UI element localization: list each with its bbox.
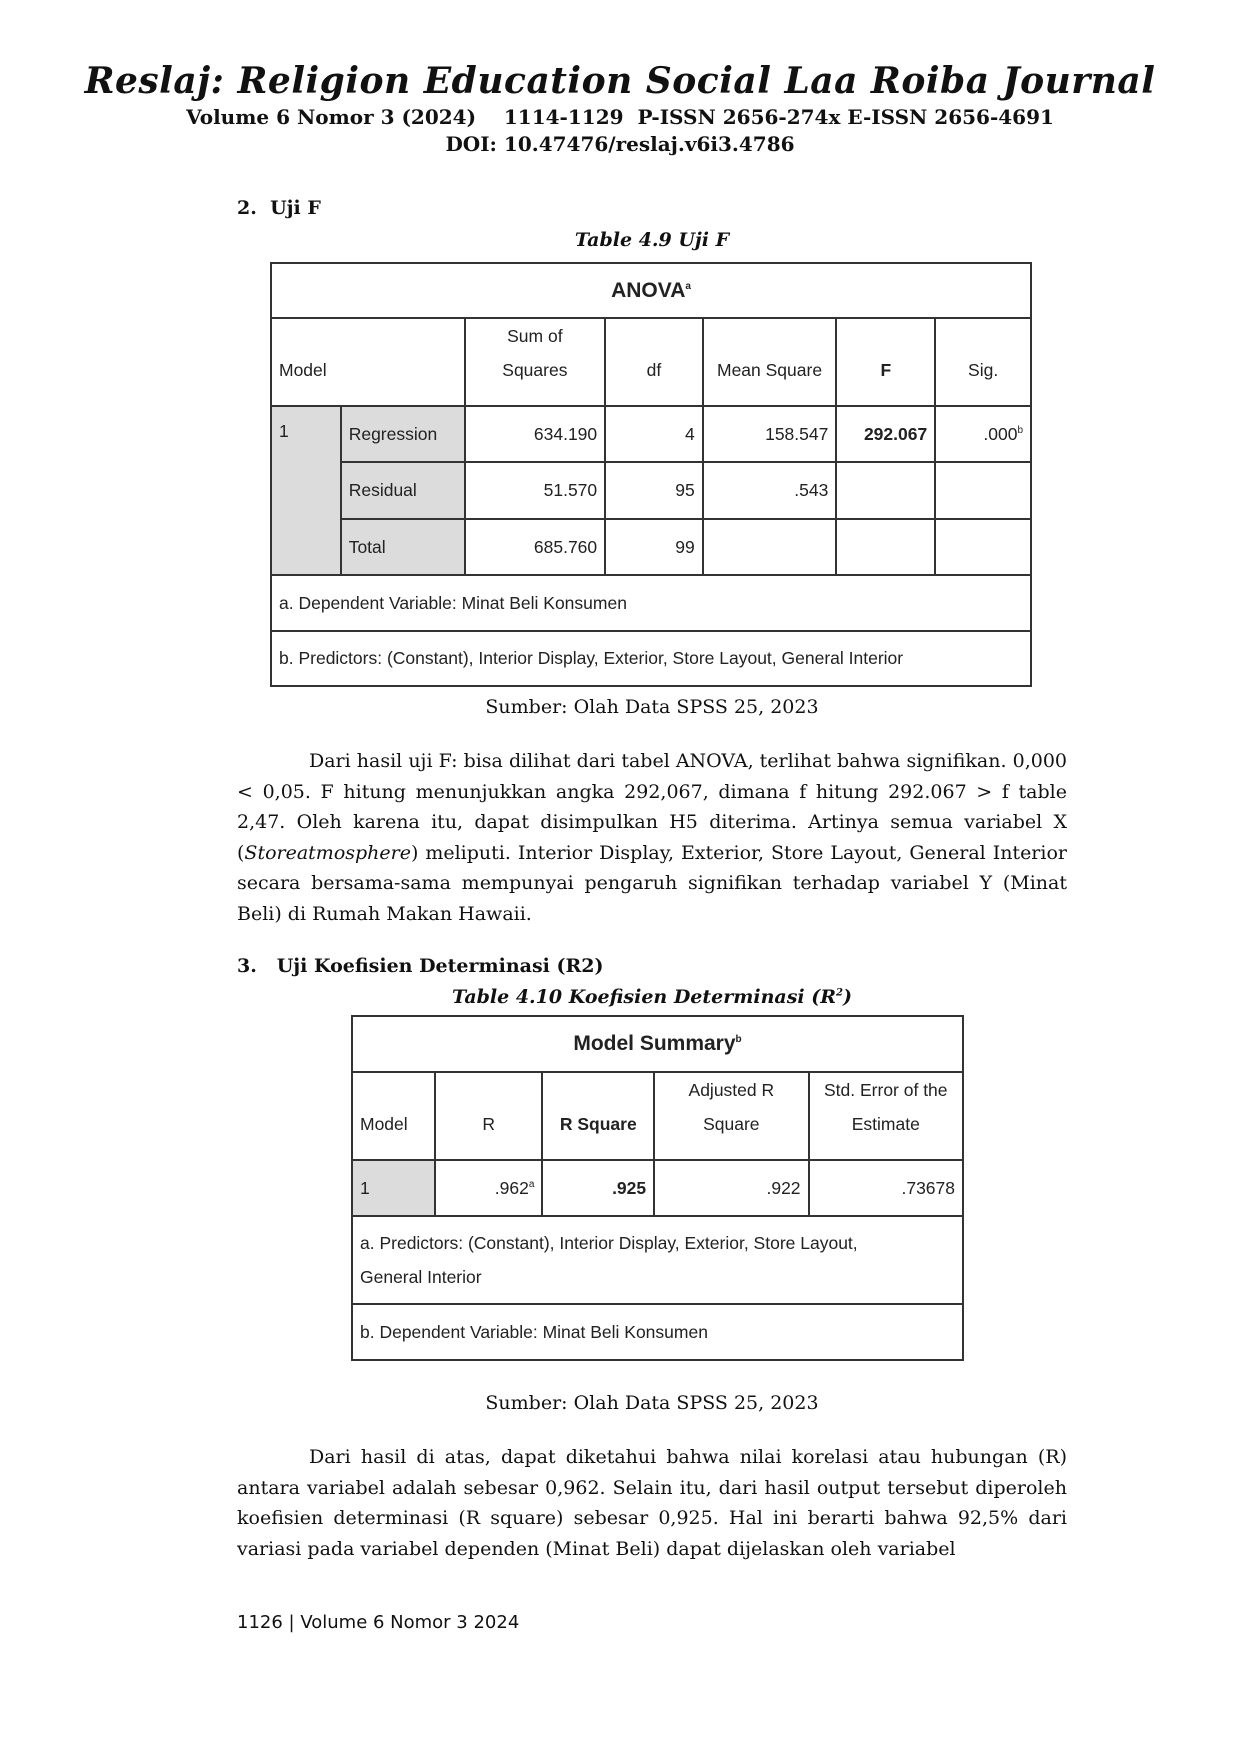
journal-meta: Volume 6 Nomor 3 (2024) 1114-1129 P-ISSN 2656-274x E-ISSN 2656-4691 (186, 105, 1054, 129)
anova-table (270, 262, 1032, 687)
anova-note-a: a. Dependent Variable: Minat Beli Konsumen (271, 575, 1031, 631)
section-2-heading (237, 197, 321, 219)
anova-cell: 158.547 (703, 406, 837, 462)
summary-model-number: 1 (352, 1160, 435, 1216)
section-3-heading (237, 955, 604, 977)
anova-cell (836, 462, 935, 519)
summary-header-r-square: R Square (542, 1072, 654, 1160)
anova-row-label: Total (341, 519, 465, 575)
table-row (271, 462, 1031, 519)
anova-cell (935, 519, 1031, 575)
section-3-title: Uji Koefisien Determinasi (R2) (276, 955, 604, 977)
anova-header-mean-square: Mean Square (703, 318, 837, 406)
anova-cell: 99 (605, 519, 703, 575)
table-row (352, 1160, 963, 1216)
summary-cell: .922 (654, 1160, 808, 1216)
page-footer: 1126 | Volume 6 Nomor 3 2024 (237, 1612, 520, 1633)
table-4-9-caption: Table 4.9 Uji F (574, 229, 730, 251)
table-4-9-source: Sumber: Olah Data SPSS 25, 2023 (485, 696, 819, 718)
anova-cell (935, 462, 1031, 519)
summary-header-model: Model (352, 1072, 435, 1160)
anova-row-label: Residual (341, 462, 465, 519)
section-2-paragraph: Dari hasil uji F: bisa dilihat dari tabel ANOVA, terlihat bahwa signifikan. 0,000 < 0,05. F hitung menunjukkan angka 292,067, dimana f hitung 292.067 > f table 2,47. Oleh karena itu, dapat disimpulkan H5 diterima. Artinya semua variabel X (Storeatmosphere) meliputi. Interior Display, Exterior, Store Layout, General Interior secara bersama-sama mempunyai pengaruh signifikan terhadap variabel Y (Minat Beli) di Rumah Makan Hawaii. (237, 750, 1067, 925)
anova-row-label: Regression (341, 406, 465, 462)
section-2-title: Uji F (270, 197, 321, 219)
summary-header-adjusted-r-square: Adjusted R Square (654, 1072, 808, 1160)
table-row (271, 519, 1031, 575)
anova-cell: 634.190 (465, 406, 606, 462)
summary-cell: .925 (542, 1160, 654, 1216)
anova-cell: 51.570 (465, 462, 606, 519)
table-row (271, 406, 1031, 462)
anova-cell: 292.067 (836, 406, 935, 462)
anova-cell: 4 (605, 406, 703, 462)
journal-title: Reslaj: Religion Education Social Laa Roiba Journal (84, 60, 1156, 102)
section-3-number: 3. (237, 955, 257, 977)
journal-doi: DOI: 10.47476/reslaj.v6i3.4786 (445, 132, 795, 156)
table-4-10-source: Sumber: Olah Data SPSS 25, 2023 (485, 1392, 819, 1414)
anova-cell: 685.760 (465, 519, 606, 575)
page-header (0, 58, 1240, 158)
anova-header-df: df (605, 318, 703, 406)
summary-cell: .962$^a$ (435, 1160, 543, 1216)
anova-note-b: b. Predictors: (Constant), Interior Display, Exterior, Store Layout, General Interior (271, 631, 1031, 686)
anova-cell: .000$^b$ (935, 406, 1031, 462)
summary-header-r: R (435, 1072, 543, 1160)
anova-model-number: 1 (271, 406, 341, 575)
anova-cell (836, 519, 935, 575)
summary-header-std-error: Std. Error of the Estimate (809, 1072, 963, 1160)
anova-cell: 95 (605, 462, 703, 519)
anova-cell: .543 (703, 462, 837, 519)
anova-title: ANOVA$^a$ (271, 263, 1031, 318)
anova-header-sum-squares: Sum of Squares (465, 318, 606, 406)
summary-cell: .73678 (809, 1160, 963, 1216)
model-summary-title: Model Summary$^b$ (352, 1016, 963, 1072)
model-summary-table (351, 1015, 964, 1361)
anova-header-sig: Sig. (935, 318, 1031, 406)
anova-header-f: F (836, 318, 935, 406)
section-3-paragraph: Dari hasil di atas, dapat diketahui bahwa nilai korelasi atau hubungan (R) antara variabel adalah sebesar 0,962. Selain itu, dari hasil output tersebut diperoleh koefisien determinasi (R square) sebesar 0,925. Hal ini berarti bahwa 92,5% dari variasi pada variabel dependen (Minat Beli) dapat dijelaskan oleh variabel (237, 1446, 1067, 1560)
table-4-10-caption: Table 4.10 Koefisien Determinasi $(R^2)$ (452, 986, 852, 1008)
anova-header-model: Model (271, 318, 465, 406)
summary-note-a: a. Predictors: (Constant), Interior Display, Exterior, Store Layout, General Interior (352, 1216, 963, 1304)
summary-note-b: b. Dependent Variable: Minat Beli Konsumen (352, 1304, 963, 1360)
section-2-number: 2. (237, 197, 257, 219)
anova-cell (703, 519, 837, 575)
